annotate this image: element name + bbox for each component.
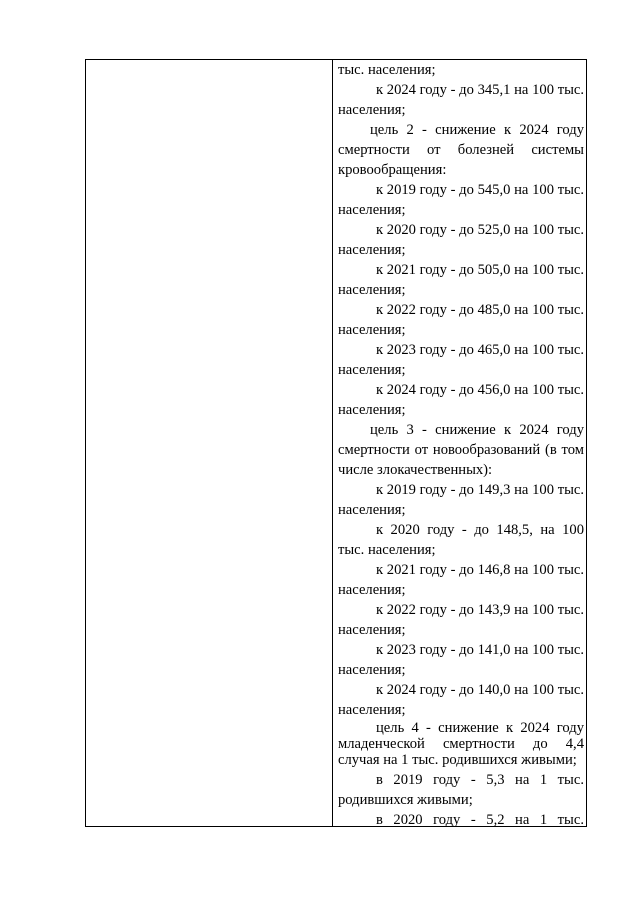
table-right-cell (333, 60, 586, 826)
target-2021-goal2: к 2021 году - до 505,0 на 100 тыс. населения; (338, 262, 584, 298)
target-2020-goal3: к 2020 году - до 148,5, на 100 тыс. населения; (338, 522, 584, 558)
target-2024-goal2: к 2024 году - до 456,0 на 100 тыс. населения; (338, 382, 584, 418)
target-2024-goal1: к 2024 году - до 345,1 на 100 тыс. населения; (338, 82, 584, 118)
target-2022-goal2: к 2022 году - до 485,0 на 100 тыс. населения; (338, 302, 584, 338)
target-2019-goal2: к 2019 году - до 545,0 на 100 тыс. населения; (338, 182, 584, 218)
goal-3-heading: цель 3 - снижение к 2024 году смертности от новообразований (в том числе злокачественных): (338, 422, 584, 478)
paragraph-continuation: тыс. населения; (338, 62, 436, 78)
target-2021-goal3: к 2021 году - до 146,8 на 100 тыс. населения; (338, 562, 584, 598)
target-2023-goal2: к 2023 году - до 465,0 на 100 тыс. населения; (338, 342, 584, 378)
document-table (85, 59, 587, 827)
target-2020-goal2: к 2020 году - до 525,0 на 100 тыс. населения; (338, 222, 584, 258)
goal-2-heading: цель 2 - снижение к 2024 году смертности от болезней системы кровообращения: (338, 122, 584, 178)
target-2019-goal3: к 2019 году - до 149,3 на 100 тыс. населения; (338, 482, 584, 518)
target-2019-goal4: в 2019 году - 5,3 на 1 тыс. родившихся живыми; (338, 772, 584, 808)
target-2023-goal3: к 2023 году - до 141,0 на 100 тыс. населения; (338, 642, 584, 678)
target-2020-goal4: в 2020 году - 5,2 на 1 тыс. (376, 812, 584, 826)
target-2022-goal3: к 2022 году - до 143,9 на 100 тыс. населения; (338, 602, 584, 638)
target-2024-goal3: к 2024 году - до 140,0 на 100 тыс. населения; (338, 682, 584, 718)
goal-4-heading: цель 4 - снижение к 2024 году младенческой смертности до 4,4 случая на 1 тыс. родившихся живыми; (338, 720, 584, 768)
table-left-cell (86, 60, 333, 826)
